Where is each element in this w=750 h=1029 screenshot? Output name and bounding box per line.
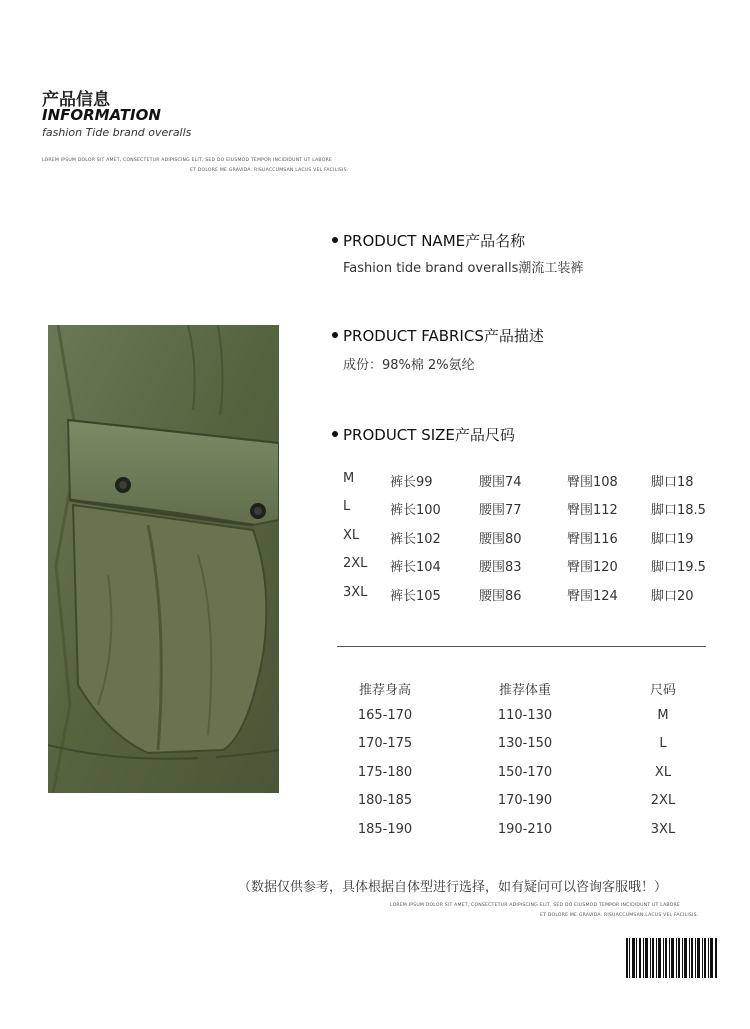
hip-value: 臀围124 — [567, 589, 618, 604]
product-photo — [48, 325, 279, 793]
weight-value: 130-150 — [497, 736, 553, 751]
weight-value: 150-170 — [497, 765, 553, 780]
waist-value: 腰围83 — [479, 560, 522, 575]
product-size-title: PRODUCT SIZE产品尺码 — [343, 426, 515, 444]
size-value: M — [657, 708, 669, 723]
product-name-title: PRODUCT NAME产品名称 — [343, 232, 526, 250]
hip-value: 臀围112 — [567, 503, 618, 518]
size-value: 3XL — [650, 822, 676, 837]
product-fabrics-title: PRODUCT FABRICS产品描述 — [343, 327, 544, 345]
product-name-heading — [332, 230, 525, 251]
height-value: 185-190 — [357, 822, 413, 837]
barcode-icon — [626, 938, 718, 978]
length-value: 裤长105 — [390, 589, 441, 604]
waist-value: 腰围77 — [479, 503, 522, 518]
bullet-icon — [332, 332, 338, 338]
size-label: XL — [343, 528, 360, 543]
product-fabrics-value: 成份：98%棉 2%氨纶 — [343, 358, 475, 373]
height-value: 180-185 — [357, 793, 413, 808]
hem-value: 脚口19 — [651, 532, 694, 547]
length-value: 裤长104 — [390, 560, 441, 575]
footer-lorem-line-2: ET DOLORE ME GRAVIDA. RISUACCUMSAN LACUS VEL FACILISIS. — [540, 913, 699, 918]
length-value: 裤长102 — [390, 532, 441, 547]
hip-value: 臀围116 — [567, 532, 618, 547]
size-value: L — [659, 736, 667, 751]
size-label: L — [343, 499, 351, 514]
waist-value: 腰围86 — [479, 589, 522, 604]
waist-value: 腰围74 — [479, 475, 522, 490]
size-value: XL — [654, 765, 672, 780]
cn-title: 产品信息 — [42, 90, 110, 110]
height-value: 165-170 — [357, 708, 413, 723]
hip-value: 臀围120 — [567, 560, 618, 575]
hem-value: 脚口20 — [651, 589, 694, 604]
size-label: 2XL — [343, 556, 368, 571]
weight-value: 110-130 — [497, 708, 553, 723]
product-size-heading — [332, 424, 515, 445]
subtitle: fashion Tide brand overalls — [42, 126, 192, 139]
weight-value: 190-210 — [497, 822, 553, 837]
size-label: 3XL — [343, 585, 368, 600]
weight-header: 推荐体重 — [498, 683, 551, 698]
size-header: 尺码 — [649, 683, 676, 698]
divider — [337, 646, 706, 647]
weight-value: 170-190 — [497, 793, 553, 808]
height-value: 175-180 — [357, 765, 413, 780]
height-header: 推荐身高 — [358, 683, 411, 698]
hem-value: 脚口18.5 — [651, 503, 706, 518]
size-label: M — [343, 471, 355, 486]
lorem-text-line-1: LOREM IPSUM DOLOR SIT AMET, CONSECTETUR ADIPISCING ELIT, SED DO EIUSMOD TEMPOR INCIDIDUNT UT LABORE — [42, 158, 333, 163]
product-fabrics-heading — [332, 325, 544, 346]
footer-lorem-line-1: LOREM IPSUM DOLOR SIT AMET, CONSECTETUR ADIPISCING ELIT, SED DO EIUSMOD TEMPOR INCIDIDUNT UT LABORE — [390, 903, 681, 908]
waist-value: 腰围80 — [479, 532, 522, 547]
en-title: INFORMATION — [42, 106, 161, 124]
height-value: 170-175 — [357, 736, 413, 751]
product-name-value: Fashion tide brand overalls潮流工装裤 — [343, 261, 584, 276]
length-value: 裤长99 — [390, 475, 433, 490]
reference-note: （数据仅供参考，具体根据自体型进行选择，如有疑问可以咨询客服哦！） — [238, 880, 668, 895]
cargo-pants-photo-icon — [48, 325, 279, 793]
hem-value: 脚口18 — [651, 475, 694, 490]
bullet-icon — [332, 237, 338, 243]
hip-value: 臀围108 — [567, 475, 618, 490]
length-value: 裤长100 — [390, 503, 441, 518]
size-value: 2XL — [650, 793, 676, 808]
lorem-text-line-2: ET DOLORE ME GRAVIDA. RISUACCUMSAN LACUS VEL FACILISIS. — [190, 168, 349, 173]
bullet-icon — [332, 431, 338, 437]
hem-value: 脚口19.5 — [651, 560, 706, 575]
